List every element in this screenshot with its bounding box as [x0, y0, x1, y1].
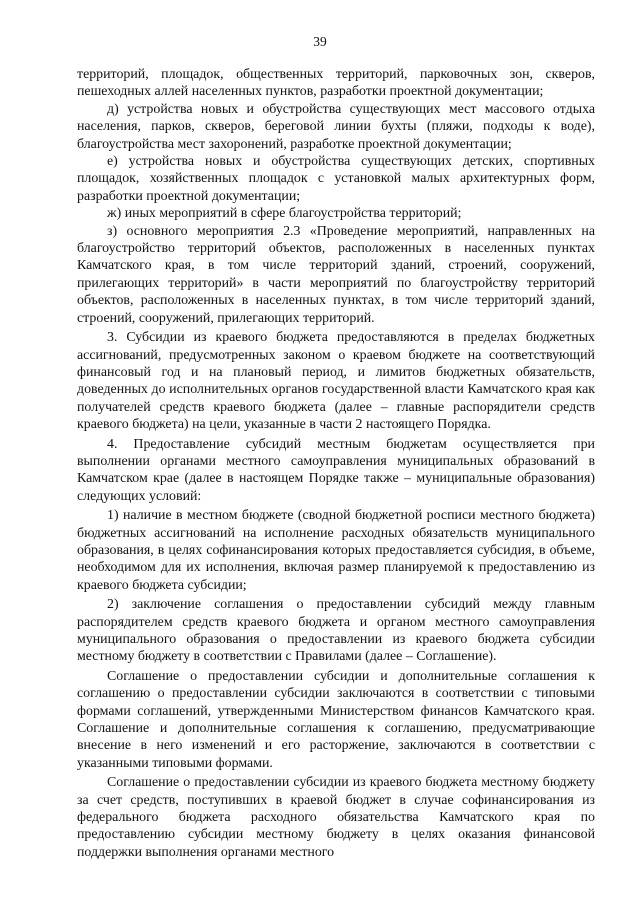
paragraph-continuation: территорий, площадок, общественных территорий, парковочных зон, скверов, пешеходных аллей населенных пунктов, разработки проектной документации;: [77, 67, 595, 100]
paragraph-section-4: 4. Предоставление субсидий местным бюджетам осуществляется при выполнении органами местного самоуправления муниципальных образований в Камчатском крае (далее в настоящем Порядке также – муниципальные образования) следующих условий:: [77, 436, 595, 504]
paragraph-item-zh: ж) иных мероприятий в сфере благоустройства территорий;: [107, 206, 462, 222]
paragraph-item-d: д) устройства новых и обустройства существующих мест массового отдыха населения, парков, скверов, береговой линии бухты (пляжи, подходы к воде), благоустройства мест захоронений, разработке проектной документации;: [77, 101, 595, 152]
paragraph-section-3: 3. Субсидии из краевого бюджета предоставляются в пределах бюджетных ассигнований, предусмотренных законом о краевом бюджете на соответствующий финансовый год и на плановый период, и лимитов бюджетных обязательств, доведенных до исполнительных органов государственной власти Камчатского края как получателей средств краевого бюджета (далее – главные распорядители средств краевого бюджета) на цели, указанные в части 2 настоящего Порядка.: [77, 330, 595, 433]
paragraph-item-e: е) устройства новых и обустройства существующих детских, спортивных площадок, хозяйственных площадок с установкой малых архитектурных форм, разработки проектной документации;: [77, 154, 595, 204]
paragraph-condition-2: 2) заключение соглашения о предоставлении субсидий между главным распорядителем средств краевого бюджета и органом местного самоуправления муниципального образования о предоставлении из краевого бюджета субсидии местному бюджету в соответствии с Правилами (далее – Соглашение).: [77, 597, 595, 665]
page-number: 39: [313, 34, 327, 49]
paragraph-item-z: з) основного мероприятия 2.3 «Проведение мероприятий, направленных на благоустройство территорий объектов, расположенных в населенных пунктах Камчатского края, в том числе территорий зданий, строений, сооружений, прилегающих территорий» в части мероприятий по благоустройству территорий объектов, расположенных в населенных пунктах, в том числе территорий зданий, строений, сооружений, прилегающих территорий.: [77, 223, 595, 326]
paragraph-condition-1: 1) наличие в местном бюджете (сводной бюджетной росписи местного бюджета) бюджетных ассигнований на исполнение расходных обязательств муниципального образования, в целях софинансирования которых предоставляется субсидия, в объеме, необходимом для их исполнения, включая размер планируемой к предоставлению из краевого бюджета субсидии;: [77, 508, 595, 593]
paragraph-agreement-federal: Соглашение о предоставлении субсидии из краевого бюджета местному бюджету за счет средств, поступивших в краевой бюджет в случае софинансирования из федерального бюджета расходного обязательства Камчатского края по предоставлению субсидии местному бюджету в целях оказания финансовой поддержки выполнения органами местного: [77, 775, 595, 860]
document-body: [77, 66, 595, 861]
paragraph-agreement-forms: Соглашение о предоставлении субсидии и дополнительные соглашения к соглашению о предоставлении субсидии заключаются в соответствии с типовыми формами соглашений, утвержденными Министерством финансов Камчатского края. Соглашение и дополнительные соглашения к соглашению, предусматривающие внесение в него изменений и его расторжение, заключаются в соответствии с указанными типовыми формами.: [77, 668, 595, 771]
